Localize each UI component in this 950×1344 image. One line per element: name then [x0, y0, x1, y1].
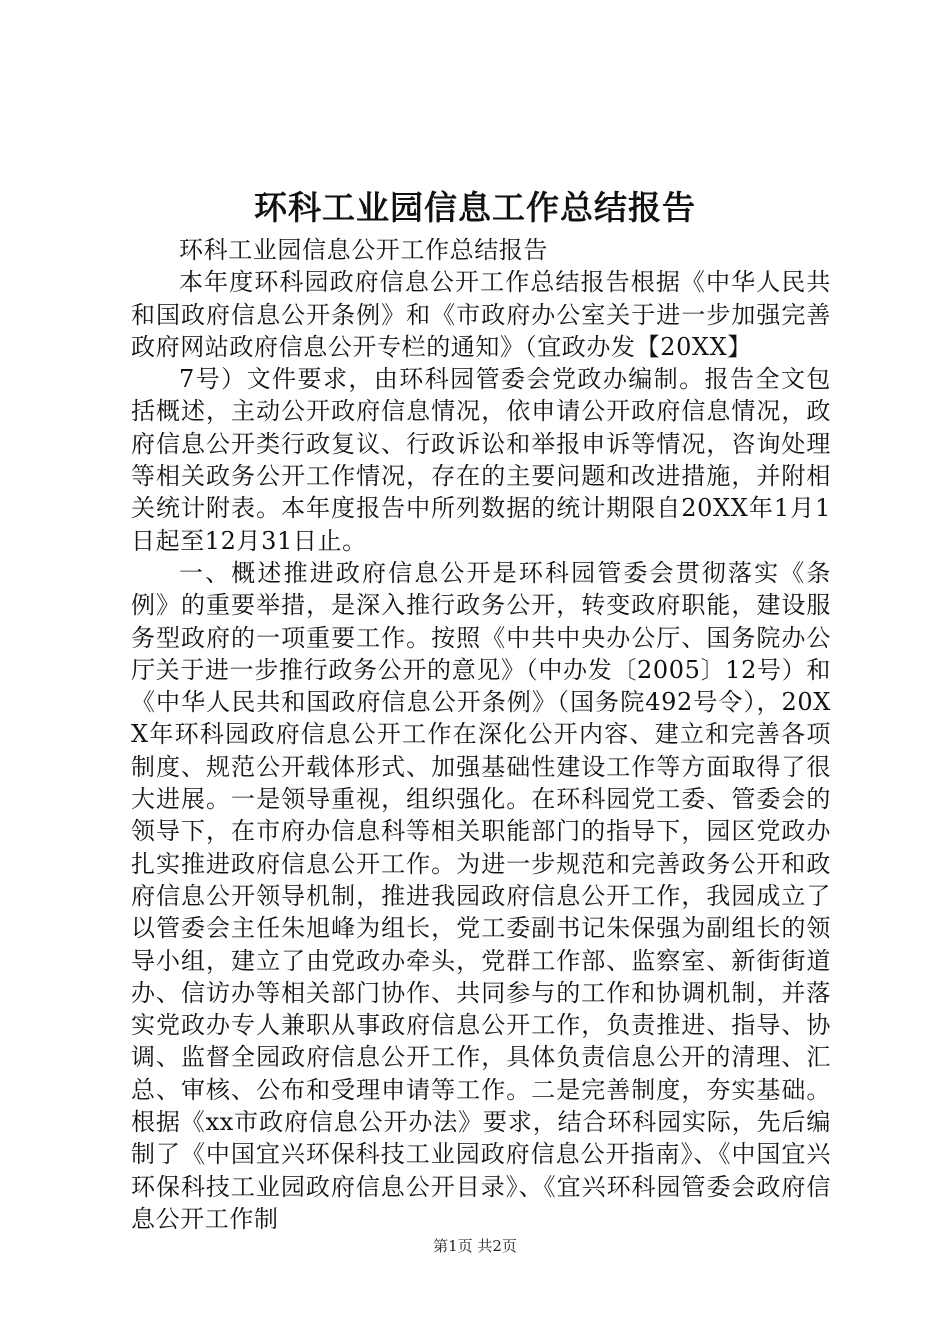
- paragraph-intro: 本年度环科园政府信息公开工作总结报告根据《中华人民共和国政府信息公开条例》和《市政府办公室关于进一步加强完善政府网站政府信息公开专栏的通知》（宜政办发【20XX】: [131, 268, 831, 361]
- document-body: [131, 234, 831, 1235]
- paragraph-requirements: 7号）文件要求，由环科园管委会党政办编制。报告全文包括概述，主动公开政府信息情况，依申请公开政府信息情况，政府信息公开类行政复议、行政诉讼和举报申诉等情况，咨询处理等相关政务公开工作情况，存在的主要问题和改进措施，并附相关统计附表。本年度报告中所列数据的统计期限自20XX年1月1日起至12月31日止。: [131, 365, 831, 555]
- paragraph-subtitle: 环科工业园信息公开工作总结报告: [179, 236, 548, 264]
- page-number-footer: 第1页 共2页: [433, 1237, 517, 1255]
- paragraph-overview: 一、概述推进政府信息公开是环科园管委会贯彻落实《条例》的重要举措，是深入推行政务公开，转变政府职能，建设服务型政府的一项重要工作。按照《中共中央办公厅、国务院办公厅关于进一步推行政务公开的意见》（中办发〔2005〕12号）和《中华人民共和国政府信息公开条例》（国务院492号令），20XX年环科园政府信息公开工作在深化公开内容、建立和完善各项制度、规范公开载体形式、加强基础性建设工作等方面取得了很大进展。一是领导重视，组织强化。在环科园党工委、管委会的领导下，在市府办信息科等相关职能部门的指导下，园区党政办扎实推进政府信息公开工作。为进一步规范和完善政务公开和政府信息公开领导机制，推进我园政府信息公开工作，我园成立了以管委会主任朱旭峰为组长，党工委副书记朱保强为副组长的领导小组，建立了由党政办牵头，党群工作部、监察室、新街街道办、信访办等相关部门协作、共同参与的工作和协调机制，并落实党政办专人兼职从事政府信息公开工作，负责推进、指导、协调、监督全园政府信息公开工作，具体负责信息公开的清理、汇总、审核、公布和受理申请等工作。二是完善制度，夯实基础。根据《xx市政府信息公开办法》要求，结合环科园实际，先后编制了《中国宜兴环保科技工业园政府信息公开指南》、《中国宜兴环保科技工业园政府信息公开目录》、《宜兴环科园管委会政府信息公开工作制: [131, 558, 831, 1233]
- document-title: 环科工业园信息工作总结报告: [254, 188, 696, 227]
